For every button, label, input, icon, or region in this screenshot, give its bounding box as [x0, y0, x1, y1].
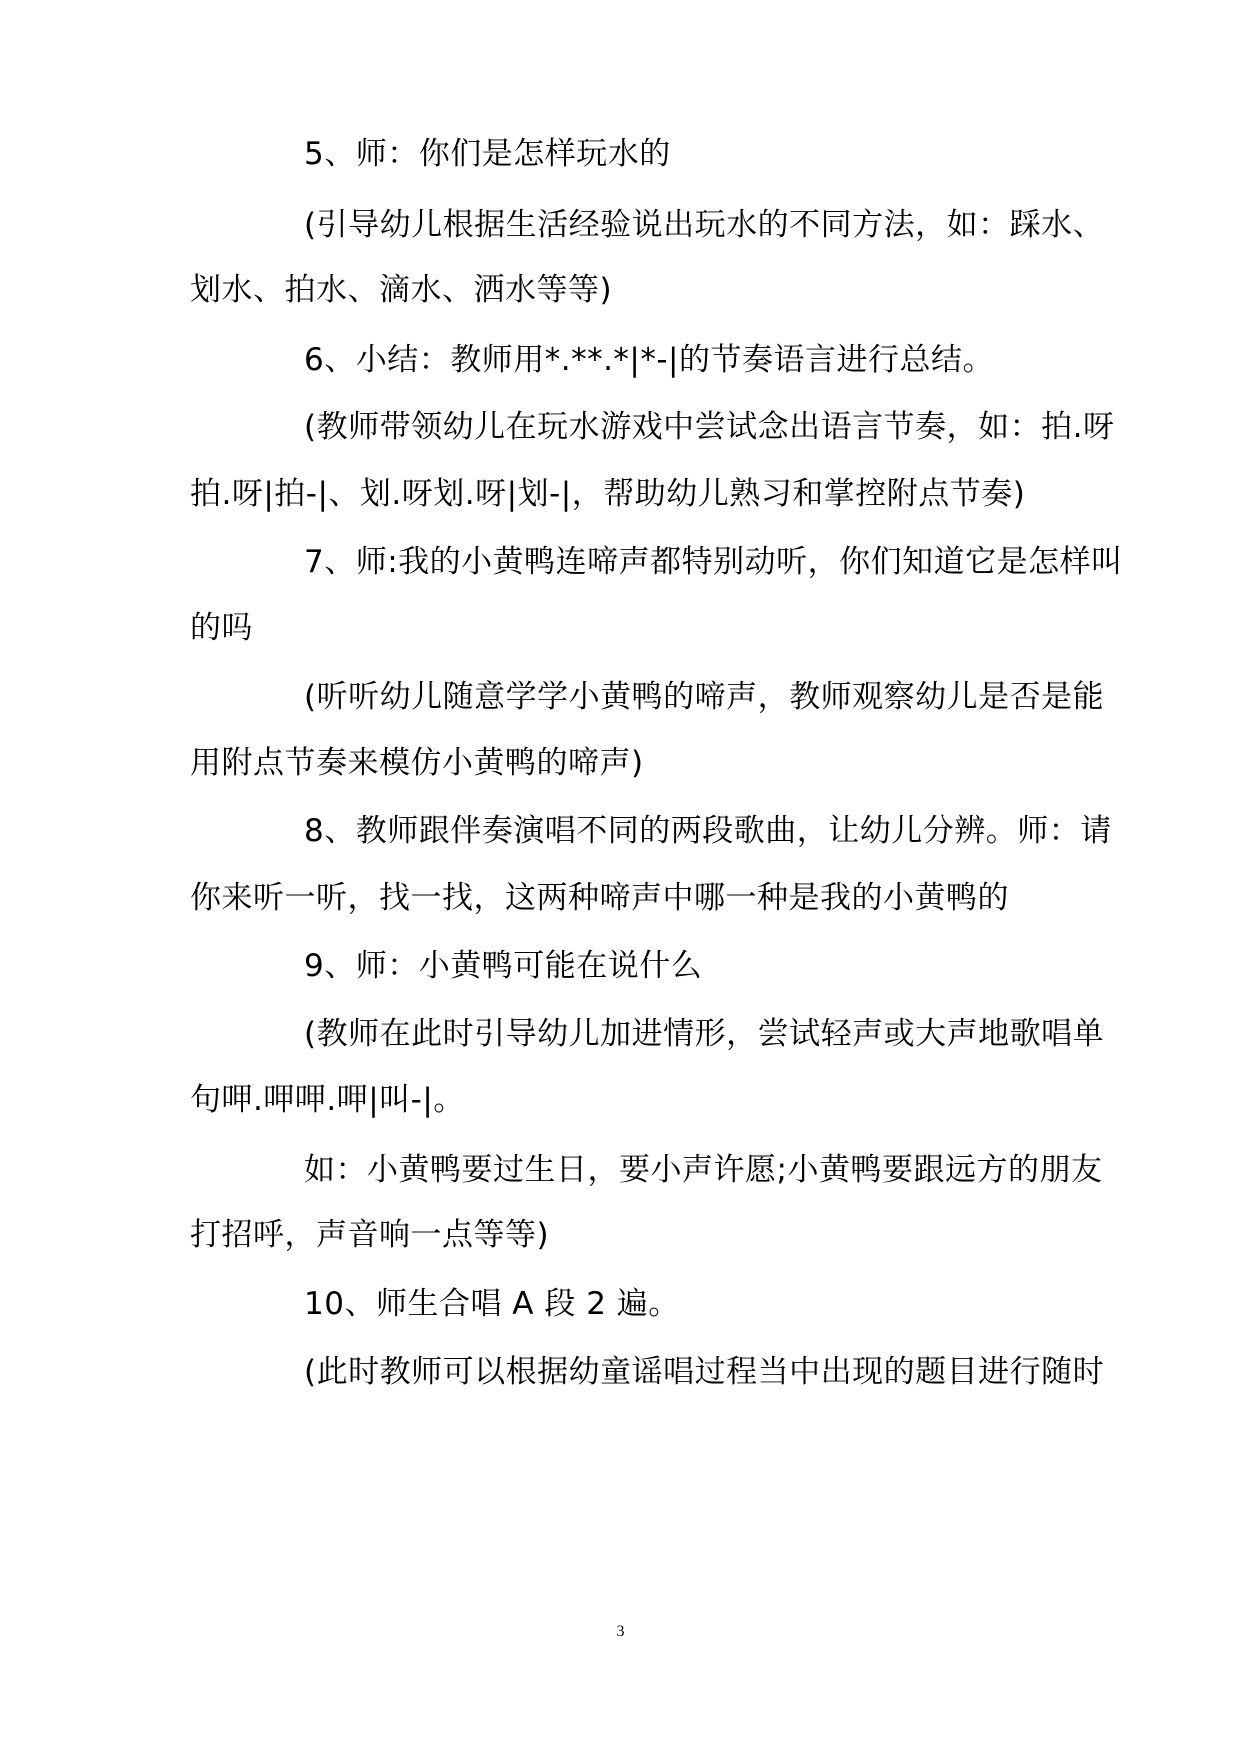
paragraph-line: 拍.呀|拍-|、划.呀划.呀|划-|，帮助幼儿熟习和掌控附点节奏) — [190, 476, 1026, 512]
paragraph-line: 5、师：你们是怎样玩水的 — [304, 136, 671, 172]
paragraph-line: 用附点节奏来模仿小黄鸭的啼声) — [190, 745, 644, 781]
paragraph-line: 你来听一听，找一找，这两种啼声中哪一种是我的小黄鸭的 — [190, 880, 1009, 916]
paragraph-line: 打招呼，声音响一点等等) — [190, 1217, 550, 1253]
paragraph-line: (听听幼儿随意学学小黄鸭的啼声，教师观察幼儿是否是能 — [304, 679, 1105, 715]
paragraph-line: (此时教师可以根据幼童谣唱过程当中出现的题目进行随时 — [304, 1354, 1105, 1390]
page-number: 3 — [616, 1623, 625, 1640]
paragraph-line: (引导幼儿根据生活经验说出玩水的不同方法，如：踩水、 — [304, 207, 1105, 243]
paragraph-line: 如：小黄鸭要过生日，要小声许愿;小黄鸭要跟远方的朋友 — [304, 1152, 1103, 1188]
paragraph-line: 的吗 — [190, 610, 253, 646]
paragraph-line: 10、师生合唱 A 段 2 遍。 — [304, 1286, 680, 1322]
paragraph-line: (教师在此时引导幼儿加进情形，尝试轻声或大声地歌唱单 — [304, 1016, 1105, 1052]
paragraph-line: 8、教师跟伴奏演唱不同的两段歌曲，让幼儿分辨。师：请 — [304, 813, 1112, 849]
paragraph-line: 7、师:我的小黄鸭连啼声都特别动听，你们知道它是怎样叫 — [304, 544, 1123, 580]
paragraph-line: 6、小结：教师用*.**.*|*-|的节奏语言进行总结。 — [304, 342, 995, 378]
paragraph-line: 划水、拍水、滴水、洒水等等) — [190, 272, 613, 308]
paragraph-line: (教师带领幼儿在玩水游戏中尝试念出语言节奏，如：拍.呀 — [304, 409, 1115, 445]
paragraph-line: 句呷.呷呷.呷|叫-|。 — [190, 1082, 465, 1118]
paragraph-line: 9、师：小黄鸭可能在说什么 — [304, 948, 703, 984]
